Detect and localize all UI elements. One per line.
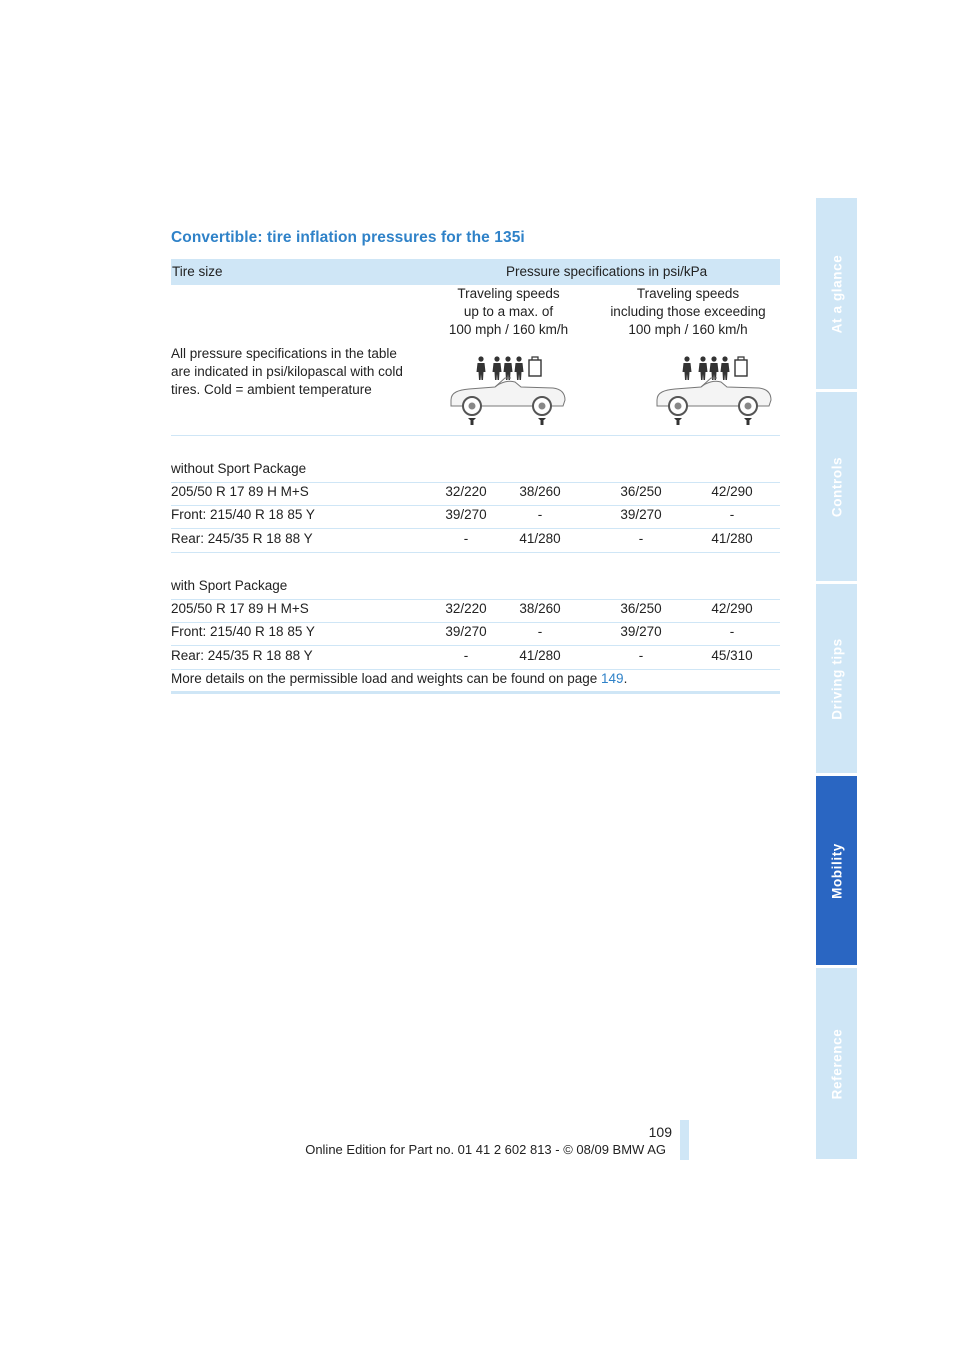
table-header: [171, 259, 780, 285]
pressure-value: 32/220: [445, 601, 487, 616]
pressure-value: 39/270: [445, 624, 487, 639]
table-bottom-rule: [171, 691, 780, 694]
pressure-value: 36/250: [620, 601, 662, 616]
divider: [171, 528, 780, 529]
divider: [171, 505, 780, 506]
pressure-value: 39/270: [445, 507, 487, 522]
pressure-value: 42/290: [711, 601, 753, 616]
pressure-value: 38/260: [519, 601, 561, 616]
pressure-value: 36/250: [620, 484, 662, 499]
pressure-value: 38/260: [519, 484, 561, 499]
tab-at-a-glance[interactable]: At a glance: [816, 198, 857, 389]
tire-size: Rear: 245/35 R 18 88 Y: [171, 648, 313, 663]
pressure-value: 41/280: [519, 531, 561, 546]
pressure-value: 32/220: [445, 484, 487, 499]
pressure-value: 41/280: [711, 531, 753, 546]
loaded-car-icon: [651, 352, 775, 428]
tire-size: Front: 215/40 R 18 85 Y: [171, 507, 315, 522]
divider: [171, 482, 780, 483]
pressure-note: All pressure specifications in the table are indicated in psi/kilopascal with cold tires. Cold = ambient temperature: [171, 346, 403, 397]
pressure-value: -: [729, 507, 735, 522]
pressure-value: 41/280: [519, 648, 561, 663]
tire-size: 205/50 R 17 89 H M+S: [171, 484, 309, 499]
table-row: [171, 531, 780, 553]
divider: [171, 669, 780, 670]
divider: [171, 645, 780, 646]
tire-size: 205/50 R 17 89 H M+S: [171, 601, 309, 616]
page-number: 109: [648, 1124, 672, 1140]
table-row: [171, 648, 780, 670]
tire-size: Front: 215/40 R 18 85 Y: [171, 624, 315, 639]
pressure-value: -: [638, 648, 644, 663]
pressure-value: -: [638, 531, 644, 546]
pressure-value: 45/310: [711, 648, 753, 663]
header-pressure: Pressure specifications in psi/kPa: [506, 264, 708, 279]
speed-high-label: Traveling speeds including those exceeding 100 mph / 160 km/h: [610, 286, 766, 337]
tab-controls[interactable]: Controls: [816, 392, 857, 581]
online-edition: Online Edition for Part no. 01 41 2 602 813 - © 08/09 BMW AG: [305, 1142, 666, 1157]
pressure-value: 39/270: [620, 624, 662, 639]
divider: [171, 552, 780, 553]
table-row: [171, 484, 780, 506]
pressure-value: -: [537, 624, 543, 639]
page-link[interactable]: 149: [601, 671, 624, 686]
pressure-value: -: [463, 531, 469, 546]
section-label: with Sport Package: [171, 578, 288, 593]
pressure-value: 42/290: [711, 484, 753, 499]
page-marker: [680, 1120, 689, 1160]
section-title: Convertible: tire inflation pressures for the 135i: [171, 229, 525, 246]
pressure-value: -: [463, 648, 469, 663]
table-row: [171, 507, 780, 529]
pressure-value: 39/270: [620, 507, 662, 522]
divider: [171, 435, 780, 436]
tab-reference[interactable]: Reference: [816, 968, 857, 1159]
pressure-value: -: [729, 624, 735, 639]
loaded-car-icon: [445, 352, 569, 428]
tire-size: Rear: 245/35 R 18 88 Y: [171, 531, 313, 546]
speed-low-label: Traveling speeds up to a max. of 100 mph / 160 km/h: [448, 286, 569, 337]
divider: [171, 599, 780, 600]
divider: [171, 622, 780, 623]
footer-note: More details on the permissible load and weights can be found on page 149.: [171, 671, 628, 686]
tab-driving-tips[interactable]: Driving tips: [816, 584, 857, 773]
table-row: [171, 601, 780, 623]
pressure-value: -: [537, 507, 543, 522]
section-label: without Sport Package: [171, 461, 307, 476]
tab-mobility[interactable]: Mobility: [816, 776, 857, 965]
table-row: [171, 624, 780, 646]
header-tire-size: Tire size: [172, 264, 223, 279]
